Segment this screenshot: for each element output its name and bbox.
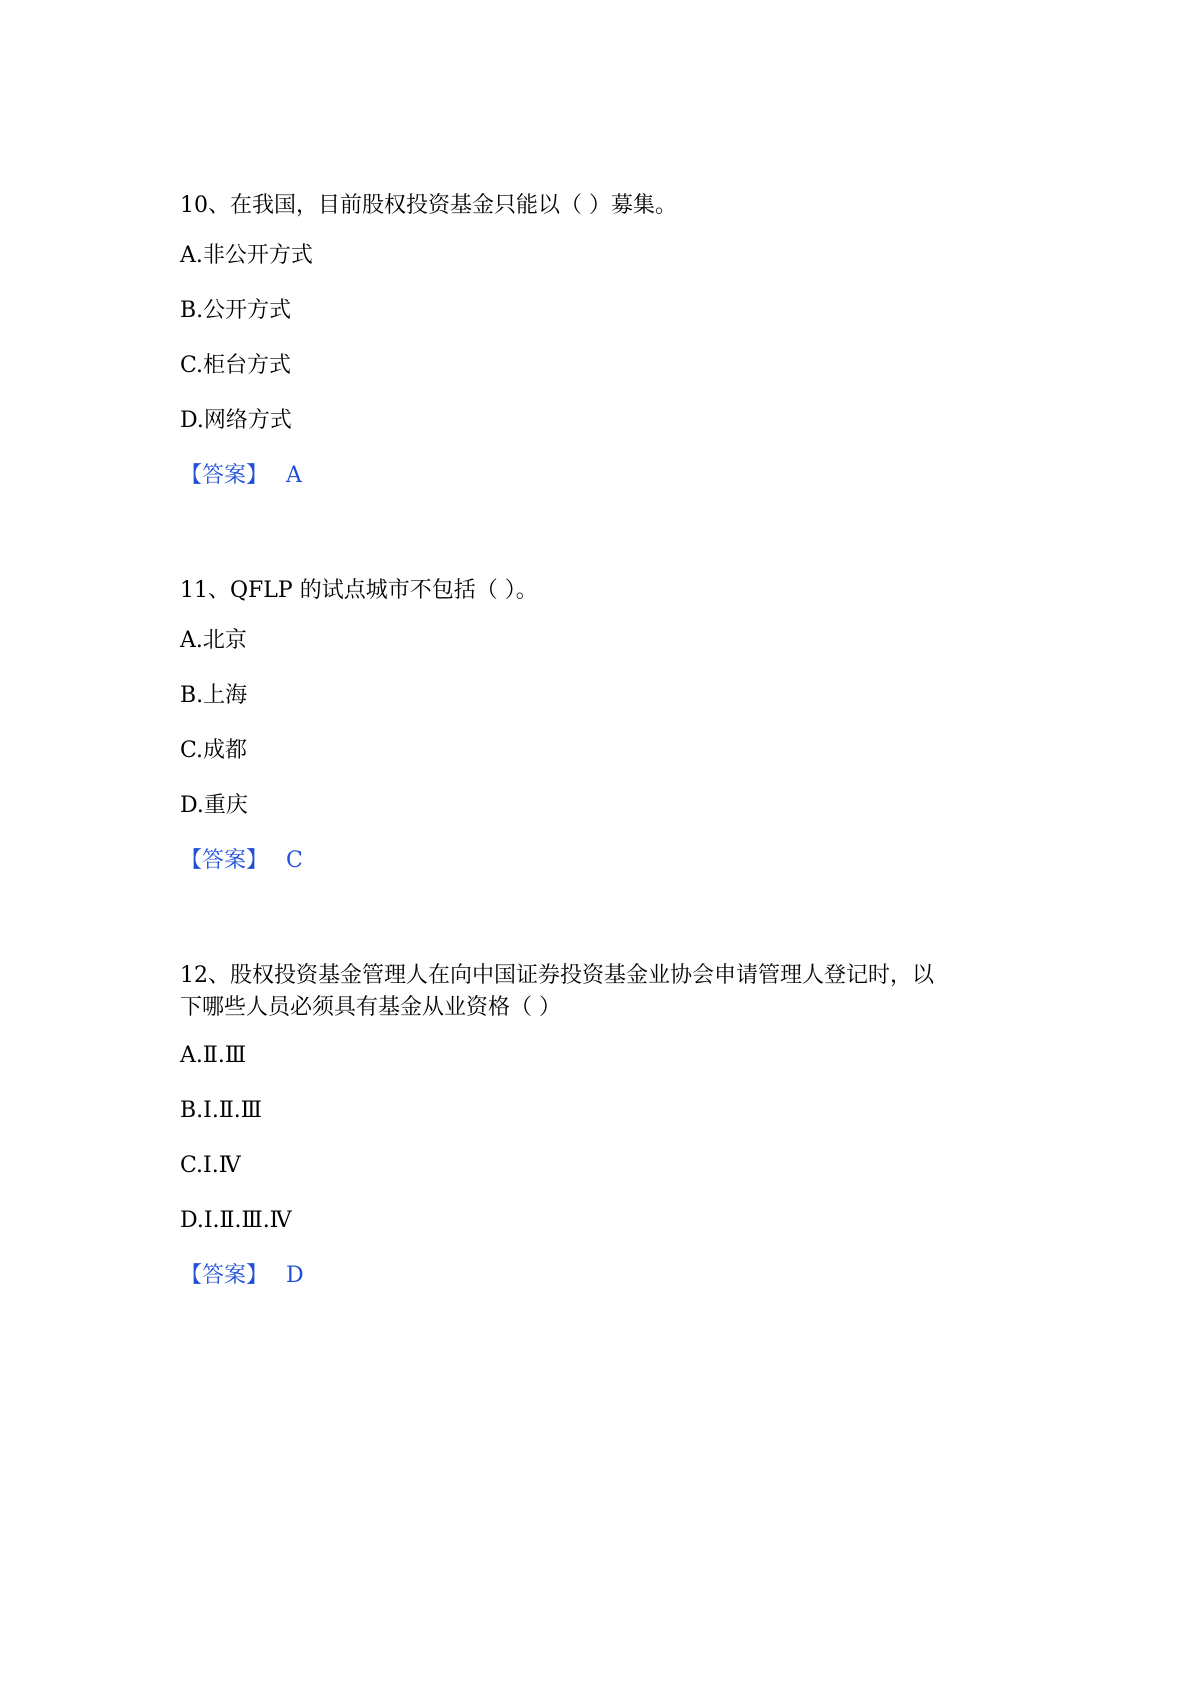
option-a: A.非公开方式 xyxy=(180,243,313,268)
option-d: D.网络方式 xyxy=(180,408,292,433)
answer-value: A xyxy=(286,463,302,488)
option-c: C.柜台方式 xyxy=(180,353,292,378)
question-12 xyxy=(180,960,1020,1320)
answer-value: C xyxy=(286,848,303,873)
option-b: B.Ⅰ.Ⅱ.Ⅲ xyxy=(180,1098,263,1123)
question-stem: 11、QFLP 的试点城市不包括（ ）。 xyxy=(180,578,538,603)
answer-line xyxy=(180,1260,304,1292)
question-11 xyxy=(180,575,1020,895)
option-b: B.公开方式 xyxy=(180,298,292,323)
question-stem: 12、股权投资基金管理人在向中国证券投资基金业协会申请管理人登记时，以 下哪些人员必须具有基金从业资格（ ） xyxy=(180,963,934,1020)
option-d: D.重庆 xyxy=(180,793,248,818)
option-d: D.Ⅰ.Ⅱ.Ⅲ.Ⅳ xyxy=(180,1208,292,1233)
answer-line xyxy=(180,845,303,877)
option-c: C.成都 xyxy=(180,738,248,763)
option-b: B.上海 xyxy=(180,683,248,708)
answer-label: 【答案】 xyxy=(180,848,269,873)
answer-line xyxy=(180,460,302,492)
answer-label: 【答案】 xyxy=(180,463,269,488)
question-10 xyxy=(180,190,1020,510)
question-stem: 10、在我国，目前股权投资基金只能以（ ）募集。 xyxy=(180,193,677,218)
option-a: A.Ⅱ.Ⅲ xyxy=(180,1043,247,1068)
option-a: A.北京 xyxy=(180,628,247,653)
answer-value: D xyxy=(286,1263,304,1288)
option-c: C.Ⅰ.Ⅳ xyxy=(180,1153,241,1178)
answer-label: 【答案】 xyxy=(180,1263,269,1288)
